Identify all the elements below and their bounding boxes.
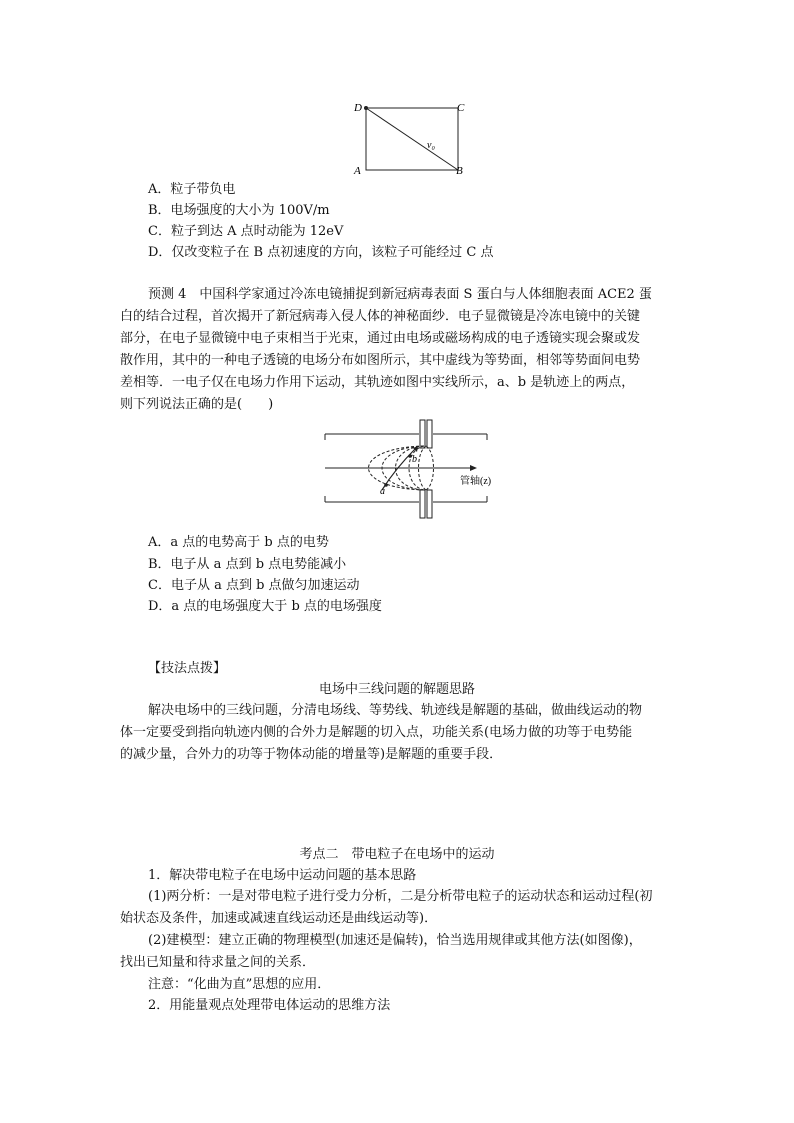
q4-option-d: D．a 点的电场强度大于 b 点的电场强度 bbox=[148, 599, 382, 614]
section2-item1: 1．解决带电粒子在电场中运动问题的基本思路 bbox=[148, 868, 417, 883]
option-d: D．仅改变粒子在 B 点初速度的方向，该粒子可能经过 C 点 bbox=[148, 245, 494, 260]
label-b: b bbox=[412, 454, 417, 465]
electron-lens-figure bbox=[320, 418, 510, 524]
tips-line-1: 解决电场中的三线问题，分清电场线、等势线、轨迹线是解题的基础，做曲线运动的物 bbox=[148, 703, 643, 718]
q4-line-3: 部分，在电子显微镜中电子束相当于光束，通过由电场或磁场构成的电子透镜实现会聚或发 bbox=[120, 331, 641, 346]
option-b: B．电场强度的大小为 100V/m bbox=[148, 203, 330, 218]
tips-line-2: 体一定要受到指向轨迹内侧的合外力是解题的切入点，功能关系(电场力做的功等于电势能 bbox=[120, 725, 633, 740]
rectangle-field-figure bbox=[345, 96, 475, 178]
option-a: A．粒子带负电 bbox=[148, 182, 236, 197]
q4-option-b: B．电子从 a 点到 b 点电势能减小 bbox=[148, 557, 347, 572]
section2-p2-line1: (2)建模型：建立正确的物理模型(加速还是偏转)，恰当选用规律或其他方法(如图像)， bbox=[148, 933, 642, 948]
label-D: D bbox=[354, 102, 362, 114]
section2-item2: 2．用能量观点处理带电体运动的思维方法 bbox=[148, 998, 391, 1013]
q4-line-2: 白的结合过程，首次揭开了新冠病毒入侵人体的神秘面纱．电子显微镜是冷冻电镜中的关键 bbox=[120, 309, 641, 324]
label-C: C bbox=[457, 102, 465, 114]
option-c: C．粒子到达 A 点时动能为 12eV bbox=[148, 224, 344, 239]
axis-label: 管轴(z) bbox=[460, 476, 492, 487]
section2-p1-line1: (1)两分析：一是对带电粒子进行受力分析，二是分析带电粒子的运动状态和运动过程(初 bbox=[148, 889, 653, 904]
label-a: a bbox=[380, 486, 385, 497]
q4-option-a: A．a 点的电势高于 b 点的电势 bbox=[148, 535, 329, 550]
q4-option-c: C．电子从 a 点到 b 点做匀加速运动 bbox=[148, 578, 360, 593]
section2-p1-line2: 始状态及条件，加速或减速直线运动还是曲线运动等)． bbox=[120, 911, 438, 926]
section2-p2-line2: 找出已知量和待求量之间的关系． bbox=[120, 955, 316, 970]
q4-line-6: 则下列说法正确的是( ) bbox=[120, 397, 274, 412]
tips-line-3: 的减少量，合外力的功等于物体动能的增量等)是解题的重要手段． bbox=[120, 747, 503, 762]
section2-note: 注意：“化曲为直”思想的应用． bbox=[148, 977, 331, 992]
label-B: B bbox=[456, 165, 463, 177]
tips-header: 【技法点拨】 bbox=[148, 661, 227, 676]
q4-line-4: 散作用，其中的一种电子透镜的电场分布如图所示，其中虚线为等势面，相邻等势面间电势 bbox=[120, 353, 641, 368]
q4-line-1: 预测 4 中国科学家通过冷冻电镜捕捉到新冠病毒表面 S 蛋白与人体细胞表面 ACE2 蛋 bbox=[148, 287, 652, 302]
label-v0: v₀ bbox=[427, 140, 435, 151]
label-A: A bbox=[354, 165, 361, 177]
tips-title: 电场中三线问题的解题思路 bbox=[318, 682, 475, 697]
q4-line-5: 差相等．一电子仅在电场力作用下运动，其轨迹如图中实线所示，a、b 是轨迹上的两点， bbox=[120, 375, 635, 390]
section2-title: 考点二 带电粒子在电场中的运动 bbox=[299, 847, 495, 862]
